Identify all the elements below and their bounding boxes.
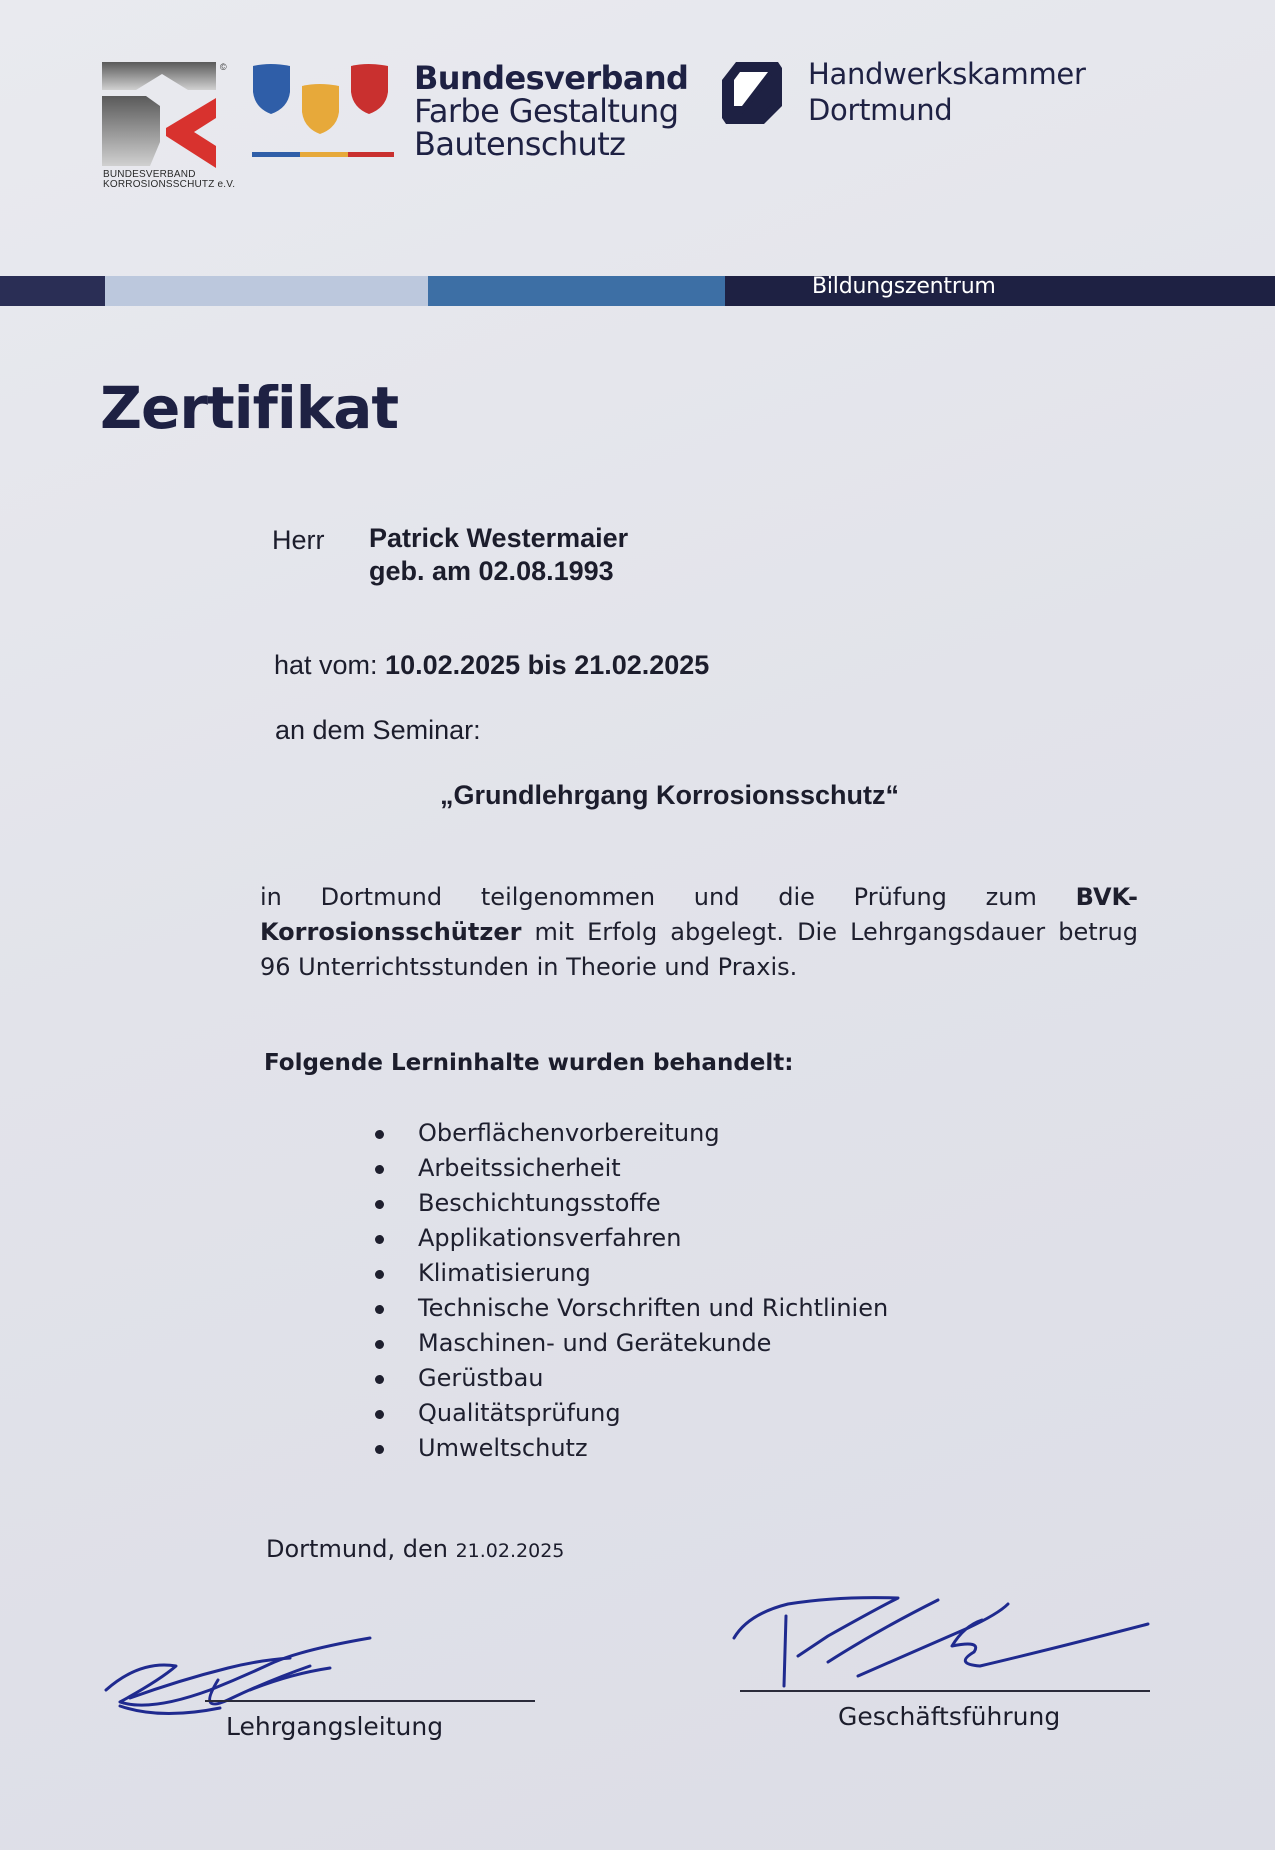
recipient-name: Patrick Westermaier (369, 523, 629, 553)
paragraph-bold: BVK-Korrosionsschützer (260, 883, 1138, 946)
topic-label: Umweltschutz (418, 1434, 588, 1462)
bullet-icon (375, 1165, 384, 1174)
hwk-line2: Dortmund (808, 93, 953, 127)
topic-label: Beschichtungsstoffe (418, 1189, 661, 1217)
bullet-icon (375, 1340, 384, 1349)
signature-right (728, 1590, 1168, 1700)
course-period (274, 650, 709, 681)
page-title: Zertifikat (100, 374, 399, 442)
bar-segment-navy-left (0, 276, 105, 306)
list-item (370, 1396, 888, 1431)
birth-date: geb. am 02.08.1993 (369, 556, 614, 586)
topic-label: Klimatisierung (418, 1259, 591, 1287)
topics-heading: Folgende Lerninhalte wurden behandelt: (264, 1050, 794, 1076)
bullet-icon (375, 1305, 384, 1314)
bar-segment-light-blue (105, 276, 428, 306)
bfg-shields-logo (250, 62, 395, 162)
list-item (370, 1326, 888, 1361)
list-item (370, 1151, 888, 1186)
signature-line-right (740, 1690, 1150, 1692)
topic-label: Oberflächenvorbereitung (418, 1119, 720, 1147)
place: Dortmund, den (266, 1535, 456, 1563)
bvk-mark: © (220, 62, 227, 72)
topic-label: Arbeitssicherheit (418, 1154, 621, 1182)
topic-label: Maschinen- und Gerätekunde (418, 1329, 772, 1357)
topic-label: Applikationsverfahren (418, 1224, 682, 1252)
paragraph-part2: mit Erfolg abgelegt. Die Lehrgangsdauer betrug 96 Unterrichtsstunden in Theorie und Praxis. (260, 918, 1138, 981)
bullet-icon (375, 1445, 384, 1454)
bvk-caption-line1: BUNDESVERBAND (103, 169, 196, 180)
bvk-logo-caption (103, 170, 235, 190)
place-date (266, 1535, 564, 1563)
paragraph-part1: in Dortmund teilgenommen und die Prüfung zum (260, 883, 1076, 911)
list-item (370, 1256, 888, 1291)
topic-label: Qualitätsprüfung (418, 1399, 621, 1427)
hwk-line1: Handwerkskammer (808, 57, 1086, 91)
bullet-icon (375, 1270, 384, 1279)
issue-date: 21.02.2025 (455, 1540, 565, 1562)
bfg-org-name (414, 59, 689, 163)
seminar-title: „Grundlehrgang Korrosionsschutz“ (440, 780, 900, 810)
list-item (370, 1116, 888, 1151)
hwk-logo (720, 60, 784, 126)
seminar-intro: an dem Seminar: (275, 715, 481, 745)
signature-caption-right: Geschäftsführung (838, 1702, 1061, 1731)
topics-list (370, 1116, 888, 1466)
hwk-org-name (808, 56, 1086, 128)
bar-segment-navy-right (725, 276, 1275, 306)
bullet-icon (375, 1130, 384, 1139)
list-item (370, 1186, 888, 1221)
topic-label: Technische Vorschriften und Richtlinien (418, 1294, 889, 1322)
bullet-icon (375, 1200, 384, 1209)
signature-line-left (205, 1700, 535, 1702)
bvk-caption-line2: KORROSIONSSCHUTZ e.V. (103, 179, 236, 190)
list-item (370, 1221, 888, 1256)
topic-label: Gerüstbau (418, 1364, 544, 1392)
bullet-icon (375, 1410, 384, 1419)
course-period-dates: 10.02.2025 bis 21.02.2025 (385, 650, 710, 680)
list-item (370, 1291, 888, 1326)
bullet-icon (375, 1235, 384, 1244)
course-period-prefix: hat vom: (274, 650, 386, 680)
salutation: Herr (272, 525, 325, 555)
bfg-line2: Farbe Gestaltung (414, 92, 679, 130)
signature-caption-left: Lehrgangsleitung (226, 1712, 444, 1741)
bfg-line1: Bundesverband (414, 59, 689, 97)
bar-segment-mid-blue (428, 276, 725, 306)
bullet-icon (375, 1375, 384, 1384)
bar-label: Bildungszentrum (812, 274, 996, 299)
list-item (370, 1431, 888, 1466)
completion-paragraph (260, 880, 1138, 985)
list-item (370, 1361, 888, 1396)
bfg-line3: Bautenschutz (414, 125, 626, 163)
